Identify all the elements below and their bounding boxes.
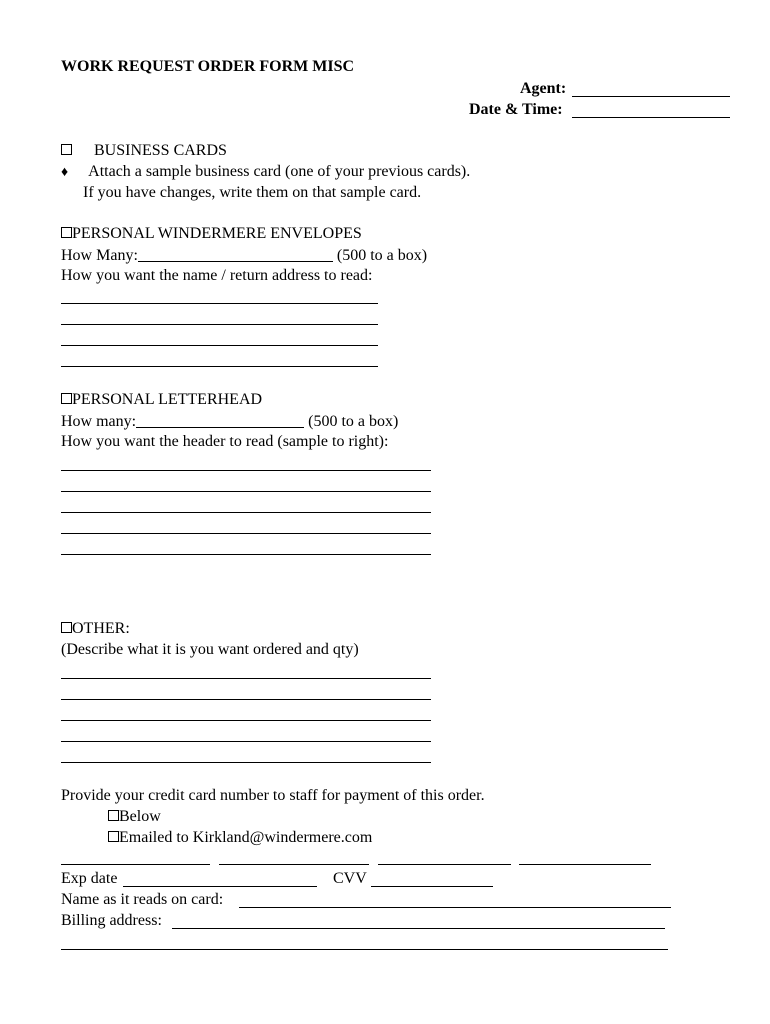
other-line-5[interactable] (61, 762, 431, 763)
card-name-field[interactable] (239, 907, 671, 908)
business-cards-instruction-1 (61, 163, 470, 182)
other-heading: OTHER: (72, 620, 130, 637)
envelopes-address-line-3[interactable] (61, 345, 378, 346)
letterhead-line-3[interactable] (61, 512, 431, 513)
envelopes-how-many-label: How Many: (61, 247, 138, 264)
envelopes-checkbox[interactable] (61, 227, 72, 238)
envelopes-address-line-1[interactable] (61, 303, 378, 304)
letterhead-instruction: How you want the header to read (sample to right): (61, 433, 389, 450)
other-line-4[interactable] (61, 741, 431, 742)
datetime-field[interactable] (572, 117, 730, 118)
card-number-segment-2[interactable] (219, 864, 369, 865)
letterhead-option[interactable] (61, 391, 262, 409)
agent-label: Agent: (520, 80, 567, 97)
other-instruction: (Describe what it is you want ordered and qty) (61, 641, 359, 658)
exp-date-label: Exp date (61, 870, 118, 887)
envelopes-address-line-2[interactable] (61, 324, 378, 325)
payment-option-below[interactable] (108, 808, 161, 826)
billing-address-label: Billing address: (61, 912, 162, 929)
letterhead-checkbox[interactable] (61, 393, 72, 404)
business-cards-heading: BUSINESS CARDS (94, 142, 227, 159)
payment-email-label: Emailed to Kirkland@windermere.com (119, 829, 373, 846)
payment-email-checkbox[interactable] (108, 831, 119, 842)
envelopes-instruction: How you want the name / return address to read: (61, 267, 373, 284)
letterhead-line-2[interactable] (61, 491, 431, 492)
diamond-bullet-icon: ♦ (61, 165, 69, 180)
letterhead-line-5[interactable] (61, 554, 431, 555)
letterhead-how-many-label: How many: (61, 413, 137, 430)
letterhead-box-note: (500 to a box) (308, 413, 399, 430)
billing-address-line-2[interactable] (61, 949, 668, 950)
letterhead-line-4[interactable] (61, 533, 431, 534)
business-cards-checkbox[interactable] (61, 144, 72, 155)
envelopes-heading: PERSONAL WINDERMERE ENVELOPES (72, 225, 362, 242)
card-name-label: Name as it reads on card: (61, 891, 224, 908)
cvv-label: CVV (333, 870, 367, 887)
letterhead-how-many-row (61, 412, 398, 431)
payment-instruction: Provide your credit card number to staff for payment of this order. (61, 787, 485, 804)
card-number-segment-4[interactable] (519, 864, 651, 865)
other-checkbox[interactable] (61, 622, 72, 633)
agent-field[interactable] (572, 96, 730, 97)
letterhead-heading: PERSONAL LETTERHEAD (72, 391, 263, 408)
exp-date-field[interactable] (123, 886, 317, 887)
envelopes-address-line-4[interactable] (61, 366, 378, 367)
other-line-3[interactable] (61, 720, 431, 721)
cvv-field[interactable] (371, 886, 493, 887)
envelopes-how-many-row (61, 246, 427, 265)
business-cards-line1: Attach a sample business card (one of your previous cards). (88, 163, 471, 180)
envelopes-option[interactable] (61, 225, 362, 243)
billing-address-field[interactable] (172, 928, 665, 929)
envelopes-how-many-field[interactable] (138, 246, 333, 262)
other-line-1[interactable] (61, 678, 431, 679)
other-line-2[interactable] (61, 699, 431, 700)
form-title: WORK REQUEST ORDER FORM MISC (61, 58, 355, 75)
card-number-segment-1[interactable] (61, 864, 210, 865)
payment-below-checkbox[interactable] (108, 810, 119, 821)
payment-option-email[interactable] (108, 829, 372, 847)
business-cards-line2: If you have changes, write them on that sample card. (83, 184, 422, 201)
card-number-segment-3[interactable] (378, 864, 511, 865)
letterhead-line-1[interactable] (61, 470, 431, 471)
business-cards-option[interactable] (61, 142, 227, 160)
other-option[interactable] (61, 620, 130, 638)
payment-below-label: Below (119, 808, 161, 825)
datetime-label: Date & Time: (469, 101, 563, 118)
letterhead-how-many-field[interactable] (136, 412, 304, 428)
envelopes-box-note: (500 to a box) (336, 247, 428, 264)
